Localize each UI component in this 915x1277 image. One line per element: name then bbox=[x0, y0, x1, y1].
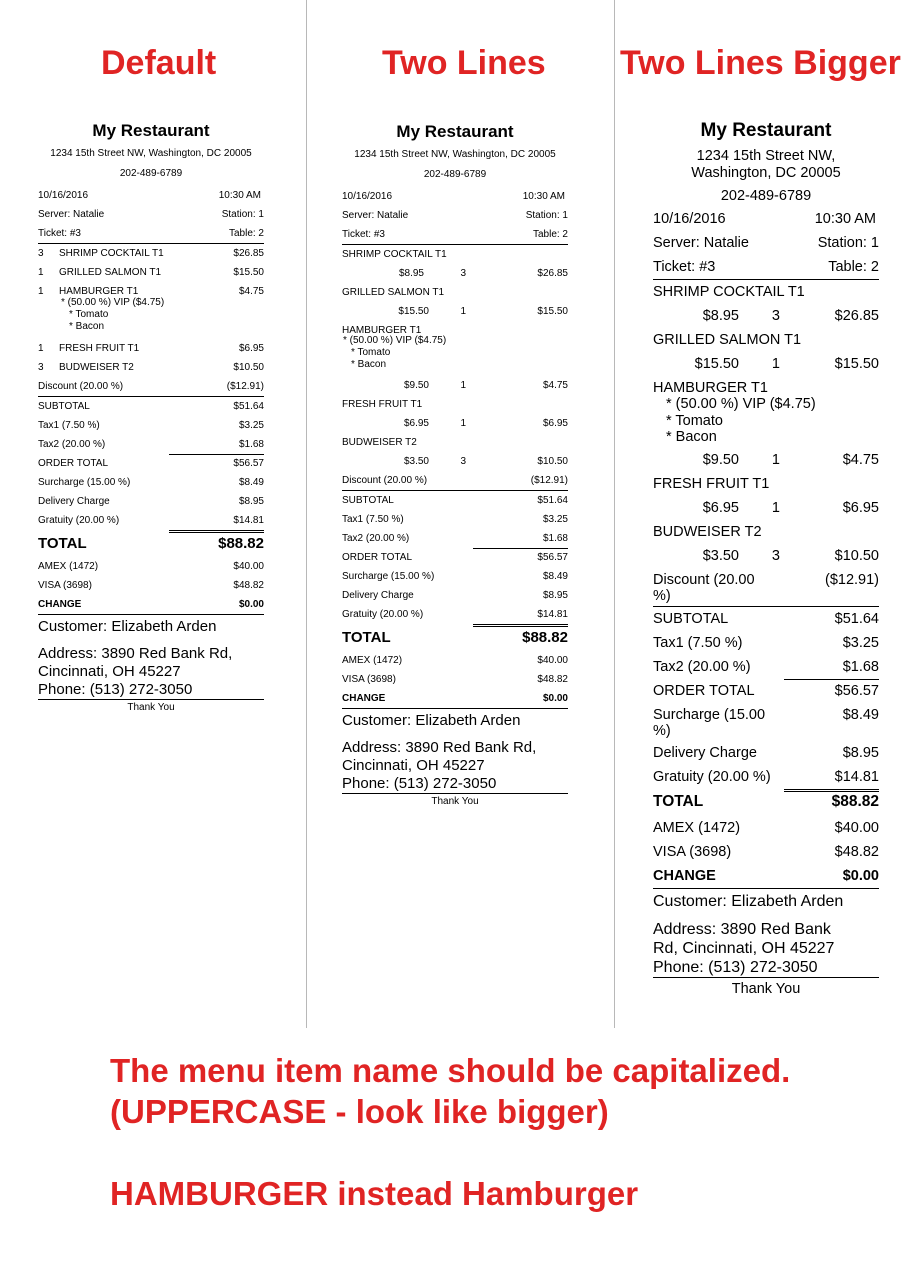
delivery-value: $8.95 bbox=[842, 744, 879, 761]
visa-row bbox=[38, 576, 264, 595]
item-total: $26.85 bbox=[834, 308, 879, 324]
item-price: $3.50 bbox=[403, 456, 429, 467]
total-label: TOTAL bbox=[653, 792, 704, 810]
restaurant-address-2: Washington, DC 20005 bbox=[691, 165, 841, 181]
item-qty: 1 bbox=[771, 451, 780, 468]
surcharge-label: Surcharge (15.00 %) bbox=[342, 571, 435, 582]
item-total: $10.50 bbox=[834, 547, 879, 564]
subtotal-label: SUBTOTAL bbox=[342, 495, 394, 506]
tax2-row bbox=[653, 655, 879, 679]
item-total: $26.85 bbox=[233, 248, 264, 259]
customer-name: Customer: Elizabeth Arden bbox=[342, 712, 521, 729]
order-total-row bbox=[342, 548, 568, 567]
surcharge-label bbox=[653, 707, 843, 739]
modifier: * (50.00 %) VIP ($4.75) bbox=[666, 396, 816, 412]
visa-value: $48.82 bbox=[233, 580, 264, 591]
subtotal-value: $51.64 bbox=[233, 401, 264, 412]
line-item bbox=[38, 244, 264, 263]
customer-address-2: Cincinnati, OH 45227 bbox=[342, 757, 485, 774]
visa-label: VISA (3698) bbox=[653, 843, 732, 860]
item-total: $6.95 bbox=[542, 418, 568, 429]
order-total-label: ORDER TOTAL bbox=[342, 552, 413, 563]
tax1-label: Tax1 (7.50 %) bbox=[342, 514, 404, 525]
item-detail bbox=[653, 304, 879, 328]
surcharge-row bbox=[653, 703, 879, 741]
item-name: BUDWEISER T2 bbox=[342, 437, 417, 448]
total-value: $88.82 bbox=[831, 792, 879, 810]
tax2-label: Tax2 (20.00 %) bbox=[653, 658, 751, 675]
visa-label: VISA (3698) bbox=[38, 580, 92, 591]
restaurant-address-1: 1234 15th Street NW, bbox=[696, 148, 836, 164]
item-total: $10.50 bbox=[233, 362, 264, 373]
date: 10/16/2016 bbox=[653, 211, 726, 227]
order-total-label: ORDER TOTAL bbox=[653, 682, 755, 699]
item-total: $6.95 bbox=[238, 343, 264, 354]
item-price: $8.95 bbox=[702, 308, 739, 324]
item-qty: 1 bbox=[38, 286, 44, 297]
tax2-row bbox=[342, 529, 568, 548]
item-detail bbox=[653, 448, 879, 472]
ticket: Ticket: #3 bbox=[342, 229, 385, 240]
time: 10:30 AM bbox=[814, 211, 876, 227]
item-detail bbox=[342, 264, 568, 283]
item-name: GRILLED SALMON T1 bbox=[342, 287, 445, 298]
tax2-value: $1.68 bbox=[542, 533, 568, 544]
item-modifiers bbox=[342, 335, 568, 371]
customer-address-1: Address: 3890 Red Bank Rd, bbox=[342, 739, 537, 756]
date-row bbox=[342, 187, 568, 206]
visa-value: $48.82 bbox=[537, 674, 568, 685]
discount-row bbox=[38, 377, 264, 397]
item-qty: 1 bbox=[460, 306, 466, 317]
line-item bbox=[38, 358, 264, 377]
total-row bbox=[653, 789, 879, 814]
tax1-label: Tax1 (7.50 %) bbox=[653, 634, 743, 651]
discount-row bbox=[342, 471, 568, 491]
surcharge-label-line2: %) bbox=[653, 722, 671, 739]
subtotal-label: SUBTOTAL bbox=[653, 610, 729, 627]
item-total: $4.75 bbox=[842, 451, 879, 468]
total-value: $88.82 bbox=[218, 535, 264, 552]
tax2-label: Tax2 (20.00 %) bbox=[342, 533, 410, 544]
tax1-row bbox=[38, 416, 264, 435]
note-line-3: HAMBURGER instead Hamburger bbox=[110, 1175, 639, 1212]
divider bbox=[473, 624, 568, 627]
delivery-row bbox=[653, 741, 879, 765]
date: 10/16/2016 bbox=[342, 191, 393, 202]
item-qty: 1 bbox=[460, 380, 466, 391]
change-row bbox=[342, 689, 568, 709]
item-detail bbox=[653, 496, 879, 520]
discount-label: Discount (20.00 %) bbox=[342, 475, 428, 486]
delivery-value: $8.95 bbox=[238, 496, 264, 507]
item-modifiers bbox=[38, 297, 264, 333]
item-name: SHRIMP COCKTAIL T1 bbox=[653, 284, 805, 300]
column-divider bbox=[306, 0, 307, 1028]
amex-value: $40.00 bbox=[834, 819, 879, 836]
total-row bbox=[342, 624, 568, 649]
visa-row bbox=[342, 670, 568, 689]
discount-value: ($12.91) bbox=[226, 381, 264, 392]
date-row bbox=[653, 207, 879, 231]
item-name: SHRIMP COCKTAIL T1 bbox=[342, 249, 447, 260]
item-name: GRILLED SALMON T1 bbox=[59, 267, 162, 278]
discount-row bbox=[653, 568, 879, 607]
delivery-value: $8.95 bbox=[542, 590, 568, 601]
change-label: CHANGE bbox=[38, 599, 82, 610]
tax1-row bbox=[342, 510, 568, 529]
note-line-1: The menu item name should be capitalized. bbox=[110, 1052, 791, 1089]
gratuity-label: Gratuity (20.00 %) bbox=[653, 768, 771, 785]
amex-value: $40.00 bbox=[537, 655, 568, 666]
item-name: FRESH FRUIT T1 bbox=[59, 343, 140, 354]
server-row bbox=[342, 206, 568, 225]
item-total: $10.50 bbox=[537, 456, 568, 467]
time: 10:30 AM bbox=[522, 191, 565, 202]
gratuity-label: Gratuity (20.00 %) bbox=[38, 515, 120, 526]
modifier: * Bacon bbox=[666, 429, 717, 445]
tax2-value: $1.68 bbox=[238, 439, 264, 450]
tax2-row bbox=[38, 435, 264, 454]
subtotal-row bbox=[38, 397, 264, 416]
item-total: $6.95 bbox=[842, 499, 879, 516]
ticket: Ticket: #3 bbox=[653, 259, 716, 275]
visa-label: VISA (3698) bbox=[342, 674, 396, 685]
order-total-value: $56.57 bbox=[834, 682, 879, 699]
total-value: $88.82 bbox=[522, 629, 568, 646]
item-total: $26.85 bbox=[537, 268, 568, 279]
gratuity-row bbox=[38, 511, 264, 530]
note-line-2: (UPPERCASE - look like bigger) bbox=[110, 1093, 609, 1130]
tax1-value: $3.25 bbox=[542, 514, 568, 525]
restaurant-name: My Restaurant bbox=[92, 121, 210, 140]
line-item bbox=[38, 339, 264, 358]
item-price: $6.95 bbox=[403, 418, 429, 429]
item-total: $4.75 bbox=[238, 286, 264, 297]
station: Station: 1 bbox=[817, 235, 879, 251]
amex-label: AMEX (1472) bbox=[653, 819, 741, 836]
total-label: TOTAL bbox=[342, 629, 391, 646]
receipt-two-lines bbox=[342, 122, 568, 810]
tax2-label: Tax2 (20.00 %) bbox=[38, 439, 106, 450]
item-qty: 3 bbox=[771, 547, 780, 564]
discount-label: Discount (20.00 %) bbox=[38, 381, 124, 392]
amex-row bbox=[653, 816, 879, 840]
restaurant-name: My Restaurant bbox=[396, 122, 514, 141]
discount-label-line1: Discount (20.00 bbox=[653, 571, 755, 588]
receipt-default bbox=[38, 121, 264, 716]
item-name: FRESH FRUIT T1 bbox=[653, 475, 770, 492]
surcharge-label-line1: Surcharge (15.00 bbox=[653, 706, 766, 723]
item-name: SHRIMP COCKTAIL T1 bbox=[59, 248, 164, 259]
item-price: $8.95 bbox=[398, 268, 424, 279]
item-qty: 1 bbox=[771, 356, 780, 372]
gratuity-row bbox=[342, 605, 568, 624]
item-qty: 3 bbox=[38, 362, 44, 373]
modifier: * Bacon bbox=[69, 321, 105, 332]
change-row bbox=[653, 864, 879, 889]
gratuity-value: $14.81 bbox=[834, 768, 879, 785]
order-total-value: $56.57 bbox=[233, 458, 264, 469]
tax1-value: $3.25 bbox=[238, 420, 264, 431]
discount-value: ($12.91) bbox=[530, 475, 568, 486]
customer-address-2: Rd, Cincinnati, OH 45227 bbox=[653, 939, 835, 957]
customer-address-1: Address: 3890 Red Bank Rd, bbox=[38, 645, 233, 662]
station: Station: 1 bbox=[221, 209, 264, 220]
item-name: GRILLED SALMON T1 bbox=[653, 332, 802, 348]
order-total-row bbox=[38, 454, 264, 473]
server-row bbox=[38, 205, 264, 224]
server: Server: Natalie bbox=[342, 210, 409, 221]
item-name: FRESH FRUIT T1 bbox=[342, 399, 423, 410]
change-label: CHANGE bbox=[653, 867, 716, 884]
surcharge-row bbox=[38, 473, 264, 492]
time: 10:30 AM bbox=[218, 190, 261, 201]
customer-address-1: Address: 3890 Red Bank bbox=[653, 920, 831, 938]
server: Server: Natalie bbox=[38, 209, 105, 220]
subtotal-value: $51.64 bbox=[834, 610, 879, 627]
column-divider bbox=[614, 0, 615, 1028]
order-total-value: $56.57 bbox=[537, 552, 568, 563]
surcharge-value: $8.49 bbox=[542, 571, 568, 582]
divider bbox=[169, 530, 264, 533]
tax1-label: Tax1 (7.50 %) bbox=[38, 420, 100, 431]
change-row bbox=[38, 595, 264, 615]
restaurant-phone: 202-489-6789 bbox=[119, 168, 183, 179]
item-detail bbox=[653, 352, 879, 376]
item-detail bbox=[342, 376, 568, 395]
gratuity-value: $14.81 bbox=[537, 609, 568, 620]
ticket-row bbox=[653, 255, 879, 280]
visa-value: $48.82 bbox=[834, 843, 879, 860]
item-price: $3.50 bbox=[702, 547, 739, 564]
item-qty: 1 bbox=[38, 267, 44, 278]
customer-name: Customer: Elizabeth Arden bbox=[653, 892, 844, 910]
modifier: * Bacon bbox=[351, 359, 387, 370]
customer-name: Customer: Elizabeth Arden bbox=[38, 618, 217, 635]
order-total-row bbox=[653, 679, 879, 703]
restaurant-address: 1234 15th Street NW, Washington, DC 20005 bbox=[50, 148, 252, 159]
restaurant-address: 1234 15th Street NW, Washington, DC 20005 bbox=[354, 149, 556, 160]
item-detail bbox=[342, 452, 568, 471]
item-total: $15.50 bbox=[834, 356, 879, 372]
modifier: * (50.00 %) VIP ($4.75) bbox=[343, 335, 447, 346]
item-total: $15.50 bbox=[233, 267, 264, 278]
server-row bbox=[653, 231, 879, 255]
delivery-label: Delivery Charge bbox=[653, 744, 757, 761]
delivery-label: Delivery Charge bbox=[38, 496, 110, 507]
discount-value: ($12.91) bbox=[824, 571, 879, 588]
customer-phone: Phone: (513) 272-3050 bbox=[38, 681, 264, 700]
item-modifiers bbox=[653, 396, 879, 446]
amex-row bbox=[38, 557, 264, 576]
ticket-row bbox=[342, 225, 568, 245]
restaurant-phone: 202-489-6789 bbox=[423, 169, 487, 180]
heading-two-lines: Two Lines bbox=[382, 44, 546, 82]
amex-value: $40.00 bbox=[233, 561, 264, 572]
tax2-value: $1.68 bbox=[842, 658, 879, 675]
subtotal-row bbox=[653, 607, 879, 631]
item-name: BUDWEISER T2 bbox=[653, 523, 762, 540]
surcharge-value: $8.49 bbox=[842, 706, 879, 723]
item-detail bbox=[342, 414, 568, 433]
item-qty: 3 bbox=[771, 308, 780, 324]
table: Table: 2 bbox=[532, 229, 568, 240]
item-qty: 1 bbox=[771, 499, 780, 516]
thank-you: Thank You bbox=[431, 796, 479, 807]
line-item bbox=[38, 263, 264, 282]
divider bbox=[169, 454, 264, 455]
station: Station: 1 bbox=[525, 210, 568, 221]
change-value: $0.00 bbox=[238, 599, 264, 610]
item-qty: 1 bbox=[460, 418, 466, 429]
divider bbox=[784, 679, 879, 680]
gratuity-label: Gratuity (20.00 %) bbox=[342, 609, 424, 620]
item-detail bbox=[653, 544, 879, 568]
subtotal-row bbox=[342, 491, 568, 510]
item-name: HAMBURGER T1 bbox=[342, 325, 422, 336]
modifier: * Tomato bbox=[666, 412, 723, 429]
modifier: * (50.00 %) VIP ($4.75) bbox=[61, 297, 165, 308]
modifier: * Tomato bbox=[69, 309, 109, 320]
ticket-row bbox=[38, 224, 264, 244]
item-name: BUDWEISER T2 bbox=[59, 362, 134, 373]
customer-phone: Phone: (513) 272-3050 bbox=[653, 958, 879, 978]
item-qty: 3 bbox=[38, 248, 44, 259]
table: Table: 2 bbox=[828, 259, 879, 275]
item-price: $9.50 bbox=[403, 380, 429, 391]
discount-label bbox=[653, 572, 825, 604]
heading-default: Default bbox=[101, 44, 217, 82]
divider bbox=[473, 548, 568, 549]
visa-row bbox=[653, 840, 879, 864]
gratuity-row bbox=[653, 765, 879, 789]
change-value: $0.00 bbox=[542, 693, 568, 704]
item-price: $15.50 bbox=[694, 356, 739, 372]
item-detail bbox=[342, 302, 568, 321]
item-total: $15.50 bbox=[537, 306, 568, 317]
subtotal-label: SUBTOTAL bbox=[38, 401, 90, 412]
modifier: * Tomato bbox=[351, 347, 391, 358]
item-name: HAMBURGER T1 bbox=[59, 286, 139, 297]
tax1-value: $3.25 bbox=[842, 634, 879, 651]
item-qty: 1 bbox=[38, 343, 44, 354]
heading-two-lines-bigger: Two Lines Bigger bbox=[620, 44, 901, 82]
tax1-row bbox=[653, 631, 879, 655]
surcharge-value: $8.49 bbox=[238, 477, 264, 488]
delivery-label: Delivery Charge bbox=[342, 590, 414, 601]
order-total-label: ORDER TOTAL bbox=[38, 458, 109, 469]
amex-row bbox=[342, 651, 568, 670]
total-label: TOTAL bbox=[38, 535, 87, 552]
date-row bbox=[38, 186, 264, 205]
amex-label: AMEX (1472) bbox=[342, 655, 403, 666]
server: Server: Natalie bbox=[653, 235, 749, 251]
item-total: $4.75 bbox=[542, 380, 568, 391]
item-price: $6.95 bbox=[702, 499, 739, 516]
delivery-row bbox=[38, 492, 264, 511]
table: Table: 2 bbox=[228, 228, 264, 239]
thank-you: Thank You bbox=[731, 980, 801, 997]
change-label: CHANGE bbox=[342, 693, 386, 704]
subtotal-value: $51.64 bbox=[537, 495, 568, 506]
customer-address-2: Cincinnati, OH 45227 bbox=[38, 663, 181, 680]
receipt-two-lines-bigger bbox=[653, 120, 879, 1000]
total-row bbox=[38, 530, 264, 555]
customer-phone: Phone: (513) 272-3050 bbox=[342, 775, 568, 794]
thank-you: Thank You bbox=[127, 702, 175, 713]
date: 10/16/2016 bbox=[38, 190, 89, 201]
surcharge-row bbox=[342, 567, 568, 586]
amex-label: AMEX (1472) bbox=[38, 561, 99, 572]
item-qty: 3 bbox=[460, 456, 466, 467]
divider bbox=[784, 789, 879, 792]
restaurant-name: My Restaurant bbox=[700, 120, 832, 141]
item-name: HAMBURGER T1 bbox=[653, 380, 768, 396]
item-qty: 3 bbox=[460, 268, 466, 279]
item-price: $9.50 bbox=[702, 451, 739, 468]
restaurant-phone: 202-489-6789 bbox=[720, 188, 812, 204]
ticket: Ticket: #3 bbox=[38, 228, 81, 239]
delivery-row bbox=[342, 586, 568, 605]
discount-label-line2: %) bbox=[653, 587, 671, 604]
item-price: $15.50 bbox=[398, 306, 429, 317]
gratuity-value: $14.81 bbox=[233, 515, 264, 526]
surcharge-label: Surcharge (15.00 %) bbox=[38, 477, 131, 488]
change-value: $0.00 bbox=[842, 867, 879, 884]
